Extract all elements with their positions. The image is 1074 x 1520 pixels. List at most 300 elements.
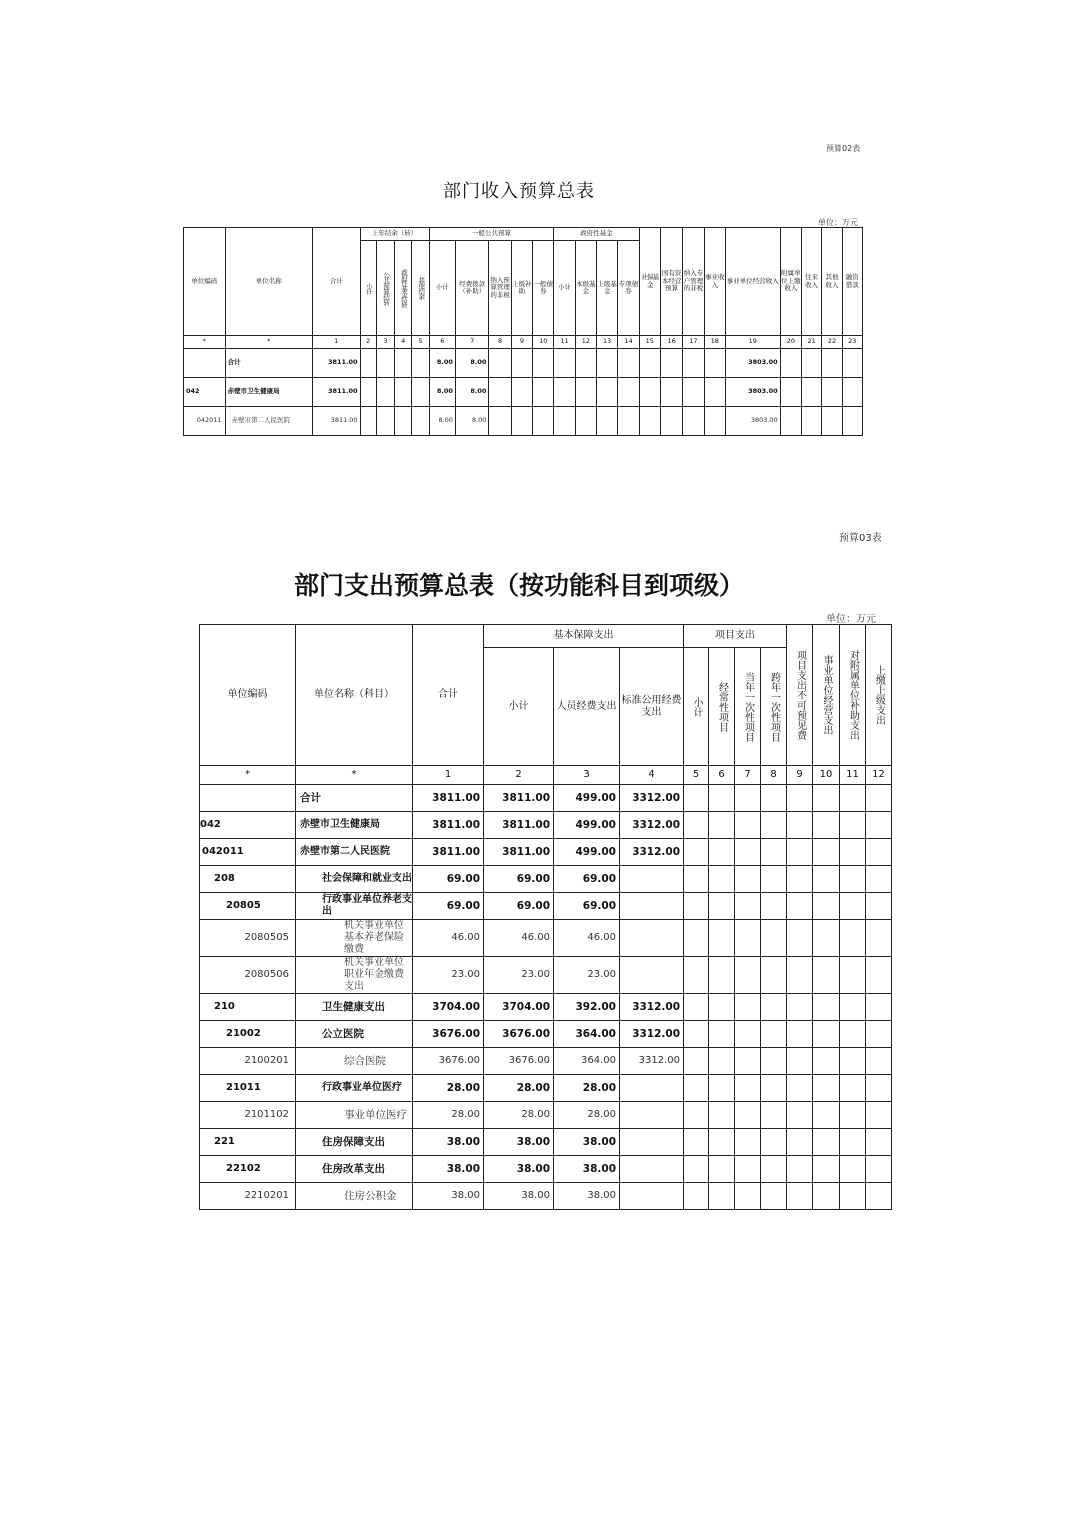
t1-index-cell: 16 [660, 336, 682, 349]
t2-cell-empty [735, 1183, 761, 1210]
t1-cell-c21 [802, 407, 822, 436]
t2-cell-empty [866, 1183, 892, 1210]
t2-cell-empty [709, 1129, 735, 1156]
t1-index-cell: 23 [842, 336, 862, 349]
t1-table-row [184, 378, 863, 407]
t2-cell-empty [684, 1021, 709, 1048]
t1-index-cell: 8 [489, 336, 511, 349]
t2-cell-sub: 69.00 [484, 866, 554, 893]
t1-cell-c4 [395, 407, 412, 436]
t2-table-row [200, 812, 892, 839]
t2-cell-empty [735, 866, 761, 893]
t2-cell-sub: 3676.00 [484, 1021, 554, 1048]
t1-cell-code [184, 349, 226, 378]
t1-table-row [184, 407, 863, 436]
t2-header-one-time-cross [761, 648, 787, 766]
t2-cell-empty [709, 920, 735, 957]
t2-cell-empty [787, 839, 813, 866]
t2-cell-total: 38.00 [413, 1129, 484, 1156]
t2-cell-empty [787, 1129, 813, 1156]
table1-form-no: 预算02表 [826, 144, 861, 153]
t2-index-cell: 11 [840, 766, 866, 785]
t2-index-cell: * [200, 766, 296, 785]
t2-cell-empty [684, 1102, 709, 1129]
t2-index-cell: 12 [866, 766, 892, 785]
t1-cell-c21 [802, 349, 822, 378]
t2-cell-empty [735, 957, 761, 994]
t1-index-cell: 9 [511, 336, 532, 349]
t2-cell-sub: 3811.00 [484, 839, 554, 866]
t2-cell-empty [709, 1021, 735, 1048]
t2-index-cell: 4 [620, 766, 684, 785]
t2-cell-empty [761, 1102, 787, 1129]
t2-cell-empty [787, 1156, 813, 1183]
t2-cell-empty [684, 957, 709, 994]
t2-cell-pub [620, 920, 684, 957]
t2-header-one-time-cur-label: 当年一次性项目 [742, 671, 754, 742]
t1-cell-c23 [842, 378, 862, 407]
t1-cell-c14 [618, 378, 639, 407]
t1-cell-name: 赤壁市卫生健康局 [225, 378, 312, 407]
t2-cell-code: 221 [200, 1129, 296, 1156]
t2-cell-empty [866, 1075, 892, 1102]
t2-cell-empty [813, 839, 840, 866]
t2-cell-sub: 38.00 [484, 1183, 554, 1210]
t2-cell-total: 3811.00 [413, 785, 484, 812]
t2-cell-empty [735, 839, 761, 866]
t1-table-row [184, 349, 863, 378]
t1-cell-fund-allocation: 8.00 [455, 349, 488, 378]
t1-cell-c16 [660, 378, 682, 407]
t1-index-cell: 10 [533, 336, 554, 349]
t1-index-cell: 1 [312, 336, 360, 349]
t2-index-row [200, 766, 892, 785]
t2-cell-pers: 23.00 [554, 957, 620, 994]
t2-cell-empty [840, 1183, 866, 1210]
t2-cell-empty [787, 1183, 813, 1210]
t2-cell-empty [840, 866, 866, 893]
t2-cell-code: 042011 [200, 839, 296, 866]
t2-cell-pub [620, 1183, 684, 1210]
t2-cell-empty [709, 1156, 735, 1183]
t1-header-general-budget: 一般公共预算 [429, 228, 554, 241]
t2-cell-pers: 364.00 [554, 1048, 620, 1075]
t2-cell-sub: 28.00 [484, 1102, 554, 1129]
t1-header-social-fund [639, 228, 660, 336]
t1-index-cell: 12 [575, 336, 596, 349]
t1-cell-c17 [683, 349, 704, 378]
t2-cell-empty [735, 1021, 761, 1048]
t2-cell-empty [840, 1048, 866, 1075]
t1-cell-subtotal-b: 8.00 [429, 378, 455, 407]
t2-cell-sub: 46.00 [484, 920, 554, 957]
t1-index-cell: 15 [639, 336, 660, 349]
t2-cell-pers: 38.00 [554, 1183, 620, 1210]
t2-cell-empty [684, 1048, 709, 1075]
t2-cell-code: 2210201 [200, 1183, 296, 1210]
t2-cell-total: 46.00 [413, 920, 484, 957]
t2-cell-name: 行政事业单位医疗 [296, 1075, 413, 1102]
t2-table-row [200, 1102, 892, 1129]
t2-cell-empty [684, 920, 709, 957]
t2-cell-total: 3811.00 [413, 812, 484, 839]
t1-header-fiscal-special: 纳入预算管理的非税 [489, 241, 511, 336]
t1-cell-c8 [489, 378, 511, 407]
t2-cell-empty [813, 893, 840, 920]
t2-cell-code: 2080505 [200, 920, 296, 957]
t2-header-superior-remit-label: 上缴上级支出 [873, 665, 885, 725]
t2-cell-total: 3704.00 [413, 994, 484, 1021]
t2-cell-empty [761, 1129, 787, 1156]
t2-cell-empty [787, 1048, 813, 1075]
t2-cell-empty [684, 893, 709, 920]
t2-cell-empty [866, 957, 892, 994]
t1-header-business-income: 事业收入 [704, 228, 725, 336]
t1-header-gov-fund-balance-label: 政府性基金结转 [399, 268, 408, 308]
t1-cell-c23 [842, 407, 862, 436]
t2-cell-empty [761, 1021, 787, 1048]
t1-header-subtotal-a-label: 小计 [364, 282, 373, 294]
t1-cell-c8 [489, 407, 511, 436]
t2-cell-empty [684, 1129, 709, 1156]
t2-index-cell: 1 [413, 766, 484, 785]
t2-header-unforeseen-label: 项目支出不可预见费 [794, 650, 806, 740]
t1-cell-c22 [822, 378, 842, 407]
t1-cell-c15 [639, 378, 660, 407]
t2-cell-pers: 46.00 [554, 920, 620, 957]
table2-form-no: 预算03表 [839, 533, 882, 544]
t2-cell-empty [840, 893, 866, 920]
t1-header-fiscal-account-label: 纳入专户管理的非税 [683, 269, 704, 293]
t1-header-pub-budget-balance [376, 241, 394, 336]
t2-cell-empty [761, 1048, 787, 1075]
t1-index-cell: * [225, 336, 312, 349]
t2-cell-pub [620, 866, 684, 893]
t2-cell-empty [761, 785, 787, 812]
t2-cell-pub [620, 1075, 684, 1102]
t2-cell-total: 3676.00 [413, 1048, 484, 1075]
t2-table-row [200, 893, 892, 920]
t2-cell-empty [761, 866, 787, 893]
t2-cell-empty [709, 1048, 735, 1075]
t1-cell-c3 [376, 407, 394, 436]
t1-index-row [184, 336, 863, 349]
t2-cell-empty [866, 1048, 892, 1075]
t1-index-cell: * [184, 336, 226, 349]
t2-cell-name: 赤壁市第二人民医院 [296, 839, 413, 866]
t2-header-proj-subtotal [684, 648, 709, 766]
t2-header-one-time-cur [735, 648, 761, 766]
t1-cell-c10 [533, 407, 554, 436]
t2-header-project: 项目支出 [684, 625, 787, 648]
t2-cell-pers: 69.00 [554, 866, 620, 893]
t2-cell-empty [840, 1129, 866, 1156]
t2-header-recurring-label: 经常性项目 [716, 681, 728, 732]
t2-cell-pub: 3312.00 [620, 1021, 684, 1048]
t2-cell-total: 69.00 [413, 866, 484, 893]
t2-cell-pers: 499.00 [554, 839, 620, 866]
t2-index-cell: 3 [554, 766, 620, 785]
t2-index-cell: 7 [735, 766, 761, 785]
t1-cell-c10 [533, 378, 554, 407]
t2-cell-empty [866, 1156, 892, 1183]
t1-cell-c3 [376, 349, 394, 378]
t2-cell-empty [709, 866, 735, 893]
t2-cell-empty [866, 1021, 892, 1048]
t2-cell-empty [684, 812, 709, 839]
t1-header-total: 合计 [312, 228, 360, 336]
t2-table-row [200, 1048, 892, 1075]
t2-cell-empty [787, 957, 813, 994]
t1-cell-c22 [822, 407, 842, 436]
t2-cell-empty [684, 994, 709, 1021]
t1-header-fiscal-account [683, 228, 704, 336]
t2-cell-empty [866, 839, 892, 866]
t2-cell-empty [866, 920, 892, 957]
t2-cell-pers: 392.00 [554, 994, 620, 1021]
t2-index-cell: 9 [787, 766, 813, 785]
t2-cell-sub: 3676.00 [484, 1048, 554, 1075]
t2-cell-empty [787, 785, 813, 812]
t1-cell-c3 [376, 378, 394, 407]
t2-cell-empty [787, 893, 813, 920]
t2-cell-empty [684, 866, 709, 893]
t2-cell-empty [735, 1048, 761, 1075]
t2-cell-sub: 3811.00 [484, 812, 554, 839]
t2-table-row [200, 1129, 892, 1156]
t2-cell-empty [761, 1183, 787, 1210]
t2-cell-empty [840, 1075, 866, 1102]
t2-header-public-exp: 标准公用经费支出 [620, 648, 684, 766]
t2-cell-empty [840, 1021, 866, 1048]
t2-cell-empty [684, 1183, 709, 1210]
t1-cell-c10 [533, 349, 554, 378]
t2-cell-empty [840, 812, 866, 839]
t2-header-one-time-cross-label: 跨年一次性项目 [768, 671, 780, 742]
t2-cell-code: 21011 [200, 1075, 296, 1102]
t2-cell-empty [787, 1102, 813, 1129]
t2-header-business-operating [813, 625, 840, 766]
t1-index-cell: 19 [725, 336, 780, 349]
t2-cell-empty [735, 812, 761, 839]
t1-cell-c9 [511, 378, 532, 407]
t2-cell-pub [620, 1129, 684, 1156]
t1-cell-operating-income: 3803.00 [725, 378, 780, 407]
t2-cell-name: 社会保障和就业支出 [296, 866, 413, 893]
t2-cell-name: 合计 [296, 785, 413, 812]
t2-cell-total: 23.00 [413, 957, 484, 994]
t1-index-cell: 11 [554, 336, 575, 349]
t1-index-cell: 13 [597, 336, 618, 349]
table1-title: 部门收入预算总表 [443, 181, 595, 202]
t2-cell-name: 住房公积金 [296, 1183, 413, 1210]
t1-header-operating-income: 事业单位经营收入 [725, 228, 780, 336]
t1-cell-c17 [683, 407, 704, 436]
t1-cell-code: 042011 [184, 407, 226, 436]
t2-cell-empty [813, 1183, 840, 1210]
t2-cell-pub: 3312.00 [620, 839, 684, 866]
expenditure-budget-table [199, 624, 892, 1210]
t1-header-local-fund: 本级基金 [575, 241, 596, 336]
t2-cell-sub: 28.00 [484, 1075, 554, 1102]
t1-cell-c2 [360, 378, 376, 407]
t2-cell-total: 3811.00 [413, 839, 484, 866]
t1-header-social-fund-label: 社保基金 [641, 273, 659, 289]
t1-cell-total: 3811.00 [312, 407, 360, 436]
t2-cell-pers: 38.00 [554, 1129, 620, 1156]
t2-cell-empty [813, 785, 840, 812]
t2-cell-empty [866, 785, 892, 812]
t1-cell-c16 [660, 349, 682, 378]
t1-cell-c5 [412, 407, 429, 436]
t2-cell-empty [684, 839, 709, 866]
t2-cell-empty [735, 920, 761, 957]
t2-cell-empty [787, 1021, 813, 1048]
t2-cell-pers: 38.00 [554, 1156, 620, 1183]
t1-header-fund-allocation: 经费拨款（补助） [455, 241, 488, 336]
t1-cell-c20 [780, 378, 801, 407]
t1-cell-c17 [683, 378, 704, 407]
t1-index-cell: 4 [395, 336, 412, 349]
t2-cell-empty [761, 839, 787, 866]
t2-cell-name: 事业单位医疗 [296, 1102, 413, 1129]
t2-cell-pub: 3312.00 [620, 994, 684, 1021]
t2-cell-empty [709, 1075, 735, 1102]
t1-cell-c13 [597, 407, 618, 436]
t2-cell-empty [866, 866, 892, 893]
t1-cell-c2 [360, 349, 376, 378]
t2-cell-empty [813, 1075, 840, 1102]
t1-header-state-capital [660, 228, 682, 336]
t2-header-name: 单位名称（科目） [296, 625, 413, 766]
t1-cell-code: 042 [184, 378, 226, 407]
t1-cell-total: 3811.00 [312, 378, 360, 407]
t1-cell-c14 [618, 407, 639, 436]
t1-cell-c15 [639, 349, 660, 378]
t2-cell-pub: 3312.00 [620, 812, 684, 839]
t2-cell-empty [709, 893, 735, 920]
t2-cell-empty [813, 994, 840, 1021]
t2-cell-empty [709, 1183, 735, 1210]
t2-header-subordinate-subsidy-label: 对附属单位补助支出 [847, 650, 859, 740]
t2-cell-empty [709, 812, 735, 839]
t2-cell-total: 38.00 [413, 1183, 484, 1210]
t1-header-other-trans: 往来收入 [802, 228, 822, 336]
t2-index-cell: 6 [709, 766, 735, 785]
t2-cell-empty [840, 957, 866, 994]
t2-cell-name: 卫生健康支出 [296, 994, 413, 1021]
t2-header-superior-remit [866, 625, 892, 766]
t2-table-row [200, 785, 892, 812]
t2-cell-empty [787, 812, 813, 839]
t1-cell-operating-income: 3803.00 [725, 349, 780, 378]
t2-cell-empty [761, 893, 787, 920]
t1-cell-c13 [597, 349, 618, 378]
t2-cell-empty [866, 812, 892, 839]
t1-cell-c9 [511, 407, 532, 436]
t2-cell-empty [813, 1102, 840, 1129]
t1-index-cell: 5 [412, 336, 429, 349]
t2-cell-empty [735, 893, 761, 920]
t1-header-other-balance-label: 其他结余 [417, 277, 426, 299]
t2-cell-total: 3676.00 [413, 1021, 484, 1048]
t2-table-row [200, 1183, 892, 1210]
t2-header-business-operating-label: 事业单位经营支出 [821, 655, 833, 735]
t1-header-subtotal-a [360, 241, 376, 336]
t2-header-unforeseen [787, 625, 813, 766]
t1-header-subtotal-c: 小计 [554, 241, 575, 336]
t1-header-special-bond: 专项债券 [618, 241, 639, 336]
t2-cell-name: 住房保障支出 [296, 1129, 413, 1156]
t2-cell-code: 22102 [200, 1156, 296, 1183]
t2-cell-pub [620, 1102, 684, 1129]
t2-index-cell: * [296, 766, 413, 785]
t1-header-pub-budget-balance-label: 公共预算结转 [382, 271, 391, 305]
t2-header-total: 合计 [413, 625, 484, 766]
t1-cell-c4 [395, 349, 412, 378]
t2-header-code: 单位编码 [200, 625, 296, 766]
t2-cell-empty [840, 920, 866, 957]
t1-index-cell: 17 [683, 336, 704, 349]
t1-cell-c18 [704, 378, 725, 407]
t2-cell-code: 042 [200, 812, 296, 839]
t2-cell-empty [813, 1129, 840, 1156]
t2-cell-empty [813, 1156, 840, 1183]
t2-cell-sub: 3704.00 [484, 994, 554, 1021]
t2-cell-name: 住房改革支出 [296, 1156, 413, 1183]
t2-cell-sub: 3811.00 [484, 785, 554, 812]
t2-cell-empty [735, 1102, 761, 1129]
t2-cell-empty [761, 1075, 787, 1102]
t2-cell-empty [761, 920, 787, 957]
t1-cell-fund-allocation: 8.00 [455, 407, 488, 436]
t1-header-general-bond: 一般债券 [533, 241, 554, 336]
t2-cell-code: 2100201 [200, 1048, 296, 1075]
t2-cell-sub: 69.00 [484, 893, 554, 920]
t2-cell-pers: 499.00 [554, 785, 620, 812]
t1-cell-c5 [412, 378, 429, 407]
t1-cell-c15 [639, 407, 660, 436]
t2-cell-empty [813, 1048, 840, 1075]
t2-cell-pers: 69.00 [554, 893, 620, 920]
t2-table-row [200, 866, 892, 893]
t2-cell-name: 综合医院 [296, 1048, 413, 1075]
t1-index-cell: 21 [802, 336, 822, 349]
t2-cell-code [200, 785, 296, 812]
t2-header-subordinate-subsidy [840, 625, 866, 766]
t2-cell-pers: 364.00 [554, 1021, 620, 1048]
t2-table-row [200, 1156, 892, 1183]
t2-cell-empty [840, 1102, 866, 1129]
t1-cell-subtotal-b: 8.00 [429, 407, 455, 436]
t2-cell-pub [620, 893, 684, 920]
t1-cell-fund-allocation: 8.00 [455, 378, 488, 407]
t2-cell-empty [709, 957, 735, 994]
t1-cell-c21 [802, 378, 822, 407]
t2-cell-empty [761, 812, 787, 839]
t1-cell-c20 [780, 407, 801, 436]
t2-cell-empty [813, 1021, 840, 1048]
t2-header-proj-subtotal-label: 小计 [691, 696, 703, 717]
t2-index-cell: 8 [761, 766, 787, 785]
t2-cell-code: 20805 [200, 893, 296, 920]
t1-cell-name: 合计 [225, 349, 312, 378]
t1-cell-c9 [511, 349, 532, 378]
t1-cell-c18 [704, 407, 725, 436]
t1-cell-c12 [575, 378, 596, 407]
t1-cell-c11 [554, 378, 575, 407]
t1-index-cell: 18 [704, 336, 725, 349]
